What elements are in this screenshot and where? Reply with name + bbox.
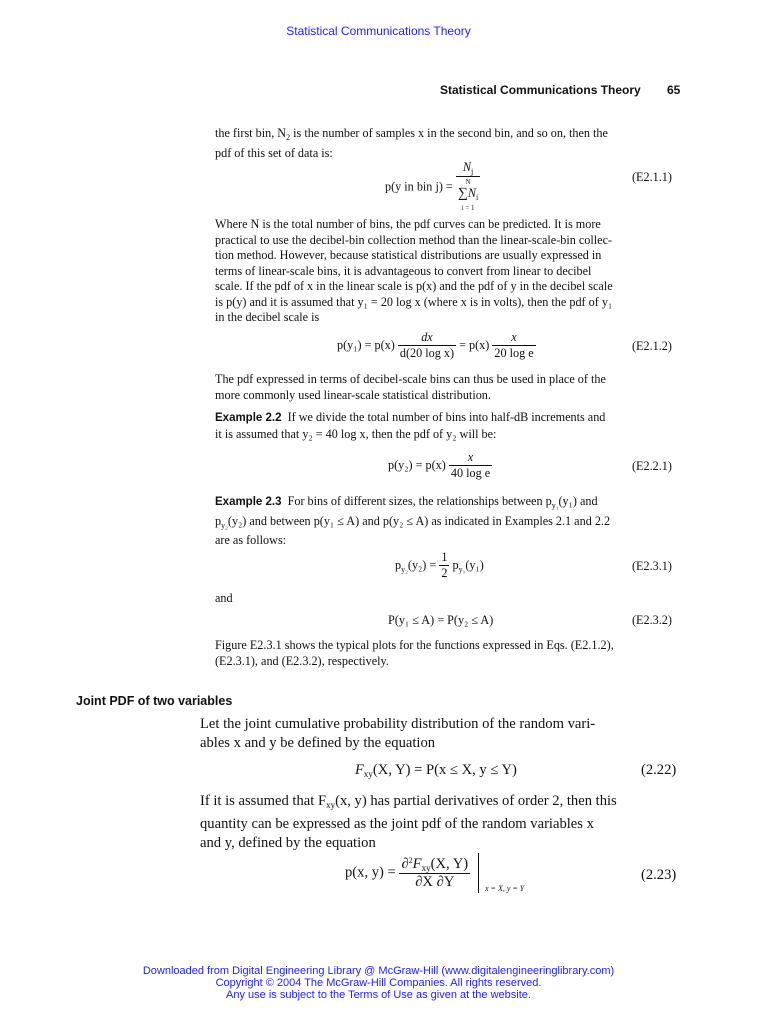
equation-tag: (E2.3.1)	[632, 559, 672, 573]
evaluation-subscript: x = X, y = Y	[485, 884, 525, 893]
paragraph-intro: the first bin, $N_2$ is the number of samples x in the second bin, and so on, then the pdf of this set of data is:	[215, 126, 608, 160]
equation-tag: (E2.2.1)	[632, 459, 672, 473]
evaluation-bar	[478, 853, 479, 893]
fraction: $N_j$ N $\sum N_i$ i = 1	[457, 160, 479, 212]
footer	[0, 965, 757, 1001]
equation-tag: (2.23)	[641, 867, 677, 883]
equation-e2-2-1: p(y₂) = p(x) $\frac{x}{\text{40 log e}}$	[388, 450, 491, 480]
fraction: $\frac{dx}{\text{d(20 log x)}}$	[399, 330, 455, 360]
equation-e2-1-1: p(y in bin j) = $N_j$ N $\sum N_i$ i = 1	[385, 160, 479, 212]
equation-tag: (2.22)	[641, 762, 677, 778]
footer-copyright: Copyright © 2004 The McGraw-Hill Companies. All rights reserved.	[215, 977, 542, 989]
paragraph-bins: The pdf expressed in terms of decibel-scale bins can thus be used in place of the more commonly used linear-scale statistical distribution.	[215, 372, 606, 402]
paragraph-partial: If it is assumed that $F_{xy}(x$, y) has partial derivatives of order 2, then this quantity can be expressed as the joint pdf of the random variables x and y, defined by the equation	[200, 793, 617, 851]
equation-tag: (E2.1.1)	[632, 170, 672, 184]
example-2-2: Example 2.2 If we divide the total number of bins into half-dB increments and it is assumed that y₂ = 40 log x, then the pdf of y₂ will be:	[215, 410, 606, 441]
paragraph-figure: Figure E2.3.1 shows the typical plots for the functions expressed in Eqs. (E2.1.2), (E2.3.1), and (E2.3.2), respectively.	[215, 638, 614, 668]
footer-terms: Any use is subject to the Terms of Use as given at the website.	[226, 989, 531, 1001]
top-banner: Statistical Communications Theory	[286, 24, 471, 38]
page-number: 65	[667, 83, 681, 97]
equation-e2-3-2: P(y₁ ≤ A) = P(y₂ ≤ A)	[388, 613, 494, 627]
equation-e2-3-1: $p_{y_2}(y_2)$ = $\frac{1}{2}$ $p_{y_1}(y_1)$	[395, 550, 484, 580]
paragraph-joint: Let the joint cumulative probability distribution of the random vari- ables x and y be defined by the equation	[200, 716, 596, 751]
equation-tag: (E2.1.2)	[632, 339, 672, 353]
example-2-3: Example 2.3 For bins of different sizes, the relationships between $p_{y_1}(y_1)$ and $p_{y_2}(y_2)$ and between p(y₁ ≤ A) and p(y₂ ≤ A) as indicated in Examples 2.1 and 2.2 are as follows:	[215, 494, 611, 547]
equation-2-23: p(x, y) = $\frac{\partial^2F_{xy}(X, Y)}{\partial X \partial Y}$	[345, 853, 479, 893]
fraction: $\frac{x}{\text{40 log e}}$	[450, 450, 491, 480]
and-text: and	[215, 591, 233, 605]
fraction: $\frac{1}{2}$	[441, 550, 448, 580]
section-heading: Joint PDF of two variables	[76, 694, 233, 708]
equation-e2-1-2: p(y₁) = p(x) $\frac{dx}{\text{d(20 log x)}}$ = p(x) $\frac{x}{\text{20 log e}}$	[337, 330, 534, 360]
running-header-title: Statistical Communications Theory	[440, 83, 641, 97]
equation-2-22: $F_{xy}(X$, Y) = P(x ≤ X, y ≤ Y)	[355, 762, 517, 779]
fraction: $\frac{x}{\text{20 log e}}$	[494, 330, 534, 360]
fraction: $\frac{\partial^2F_{xy}(X, Y)}{\partial X \partial Y}$	[401, 855, 469, 890]
paragraph-decibel: Where N is the total number of bins, the pdf curves can be predicted. It is more practical to use the decibel-bin collection method than the linear-scale-bin collec- tion method. However, because statistical distributions are usually expressed in terms of linear-scale bins, it is advantageous to convert from linear to decibel scale. If the pdf of x in the linear scale is p(x) and the pdf of y in the decibel scale is p(y) and it is assumed that y₁ = 20 log x (where x is in volts), then the pdf of y₁ in the decibel scale is	[215, 217, 613, 324]
equation-tag: (E2.3.2)	[632, 613, 672, 627]
footer-download-link[interactable]: Downloaded from Digital Engineering Library @ McGraw-Hill (www.digitalengineeringlibrary.com)	[142, 965, 615, 977]
